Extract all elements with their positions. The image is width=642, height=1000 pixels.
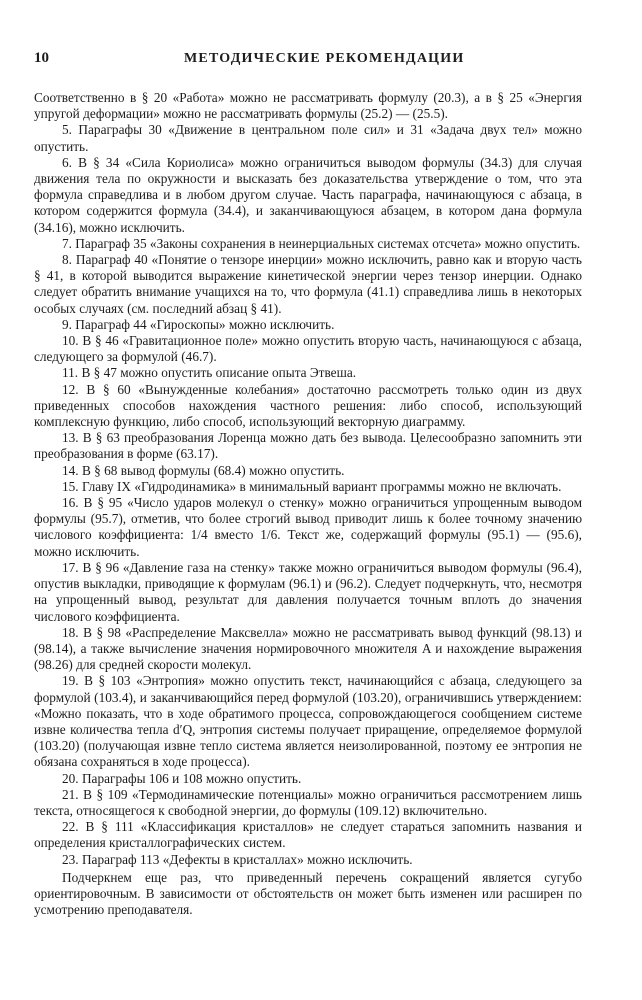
body-text — [34, 90, 582, 918]
paragraph-item-21: 21. В § 109 «Термодинамические потенциалы» можно ограничиться рассмотрением лишь текста, относящегося к свободной энергии, до формулы (109.12) включительно. — [34, 786, 582, 818]
running-head-title: МЕТОДИЧЕСКИЕ РЕКОМЕНДАЦИИ — [184, 51, 465, 66]
paragraph-item-12: 12. В § 60 «Вынужденные колебания» достаточно рассмотреть только один из двух приведенных способов нахождения частного решения: либо способ, использующий комплексную функцию, либо способ, использующий векторную диаграмму. — [34, 381, 582, 430]
paragraph-item-5: 5. Параграфы 30 «Движение в центральном поле сил» и 31 «Задача двух тел» можно опустить. — [34, 122, 582, 154]
paragraph-item-11: 11. В § 47 можно опустить описание опыта Этвеша. — [62, 365, 357, 381]
paragraph-item-17: 17. В § 96 «Давление газа на стенку» также можно ограничиться выводом формулы (96.4), опустив выкладки, приводящие к формулам (96.1) и (96.2). Следует подчеркнуть, что, несмотря на упрощенный вывод, результат для давления получается точным вплоть до значения числового коэффициента. — [34, 559, 582, 624]
page-header — [34, 50, 616, 72]
paragraph-conclusion: Подчеркнем еще раз, что приведенный перечень сокращений является сугубо ориентировочным. В зависимости от обстоятельств он может быть изменен или расширен по усмотрению преподавателя. — [34, 869, 582, 918]
paragraph-item-10: 10. В § 46 «Гравитационное поле» можно опустить вторую часть, начинающуюся с абзаца, следующего за формулой (46.7). — [34, 333, 582, 365]
paragraph-item-23: 23. Параграф 113 «Дефекты в кристаллах» можно исключить. — [62, 851, 413, 867]
paragraph-item-14: 14. В § 68 вывод формулы (68.4) можно опустить. — [62, 462, 345, 478]
paragraph-item-9: 9. Параграф 44 «Гироскопы» можно исключить. — [62, 316, 335, 332]
paragraph-item-6: 6. В § 34 «Сила Кориолиса» можно ограничиться выводом формулы (34.3) для случая движения тела по окружности и высказать без доказательства утверждение о том, что эта формула справедлива и в любом другом случае. Часть параграфа, начинающуюся с абзаца, в котором содержится формула (34.4), и заканчивающуюся абзацем, в котором дана формула (34.16), можно исключить. — [34, 154, 582, 235]
paragraph-item-8: 8. Параграф 40 «Понятие о тензоре инерции» можно исключить, равно как и вторую часть § 41, в которой выводится выражение кинетической энергии через тензор инерции. Однако следует обратить внимание учащихся на то, что формула (41.1) справедлива лишь в некоторых особых случаях (см. последний абзац § 41). — [34, 252, 582, 316]
paragraph-item-7: 7. Параграф 35 «Законы сохранения в неинерциальных системах отсчета» можно опустить. — [62, 235, 581, 251]
paragraph-item-16: 16. В § 95 «Число ударов молекул о стенку» можно ограничиться упрощенным выводом формулы (95.7), отметив, что более строгий вывод приводит лишь к более точному значению числового коэффициента: 1/4 вместо 1/6. Текст же, содержащий формулы (95.1) — (95.6), можно исключить. — [34, 495, 582, 559]
paragraph-item-15: 15. Главу IX «Гидродинамика» в минимальный вариант программы можно не включать. — [62, 478, 562, 494]
paragraph-continuation: Соответственно в § 20 «Работа» можно не рассматривать формулу (20.3), а в § 25 «Энергия упругой деформации» можно не рассматривать формулы (25.2) — (25.5). — [34, 90, 582, 122]
paragraph-item-22: 22. В § 111 «Классификация кристаллов» не следует стараться запомнить названия и определения кристаллографических систем. — [34, 819, 582, 851]
paragraph-item-19: 19. В § 103 «Энтропия» можно опустить текст, начинающийся с абзаца, следующего за формулой (103.4), и заканчивающийся перед формулой (103.20), ограничившись утверждением: «Можно показать, что в ходе обратимого процесса, сопровождающегося сообщением системе извне количества тепла d′Q, энтропия системы получает приращение, определяемое формулой (103.20) (получающая извне тепло система является неизолированной, поэтому ее энтропия не обязана сохраняться в ходе процесса). — [34, 673, 582, 770]
paragraph-item-13: 13. В § 63 преобразования Лоренца можно дать без вывода. Целесообразно запомнить эти преобразования в форме (63.17). — [34, 430, 582, 462]
page-number: 10 — [34, 50, 49, 66]
paragraph-item-18: 18. В § 98 «Распределение Максвелла» можно не рассматривать вывод функций (98.13) и (98.14), а также вычисление значения нормировочного множителя A и нахождение выражения (98.26) для средней скорости молекул. — [34, 624, 582, 673]
paragraph-item-20: 20. Параграфы 106 и 108 можно опустить. — [62, 770, 302, 786]
